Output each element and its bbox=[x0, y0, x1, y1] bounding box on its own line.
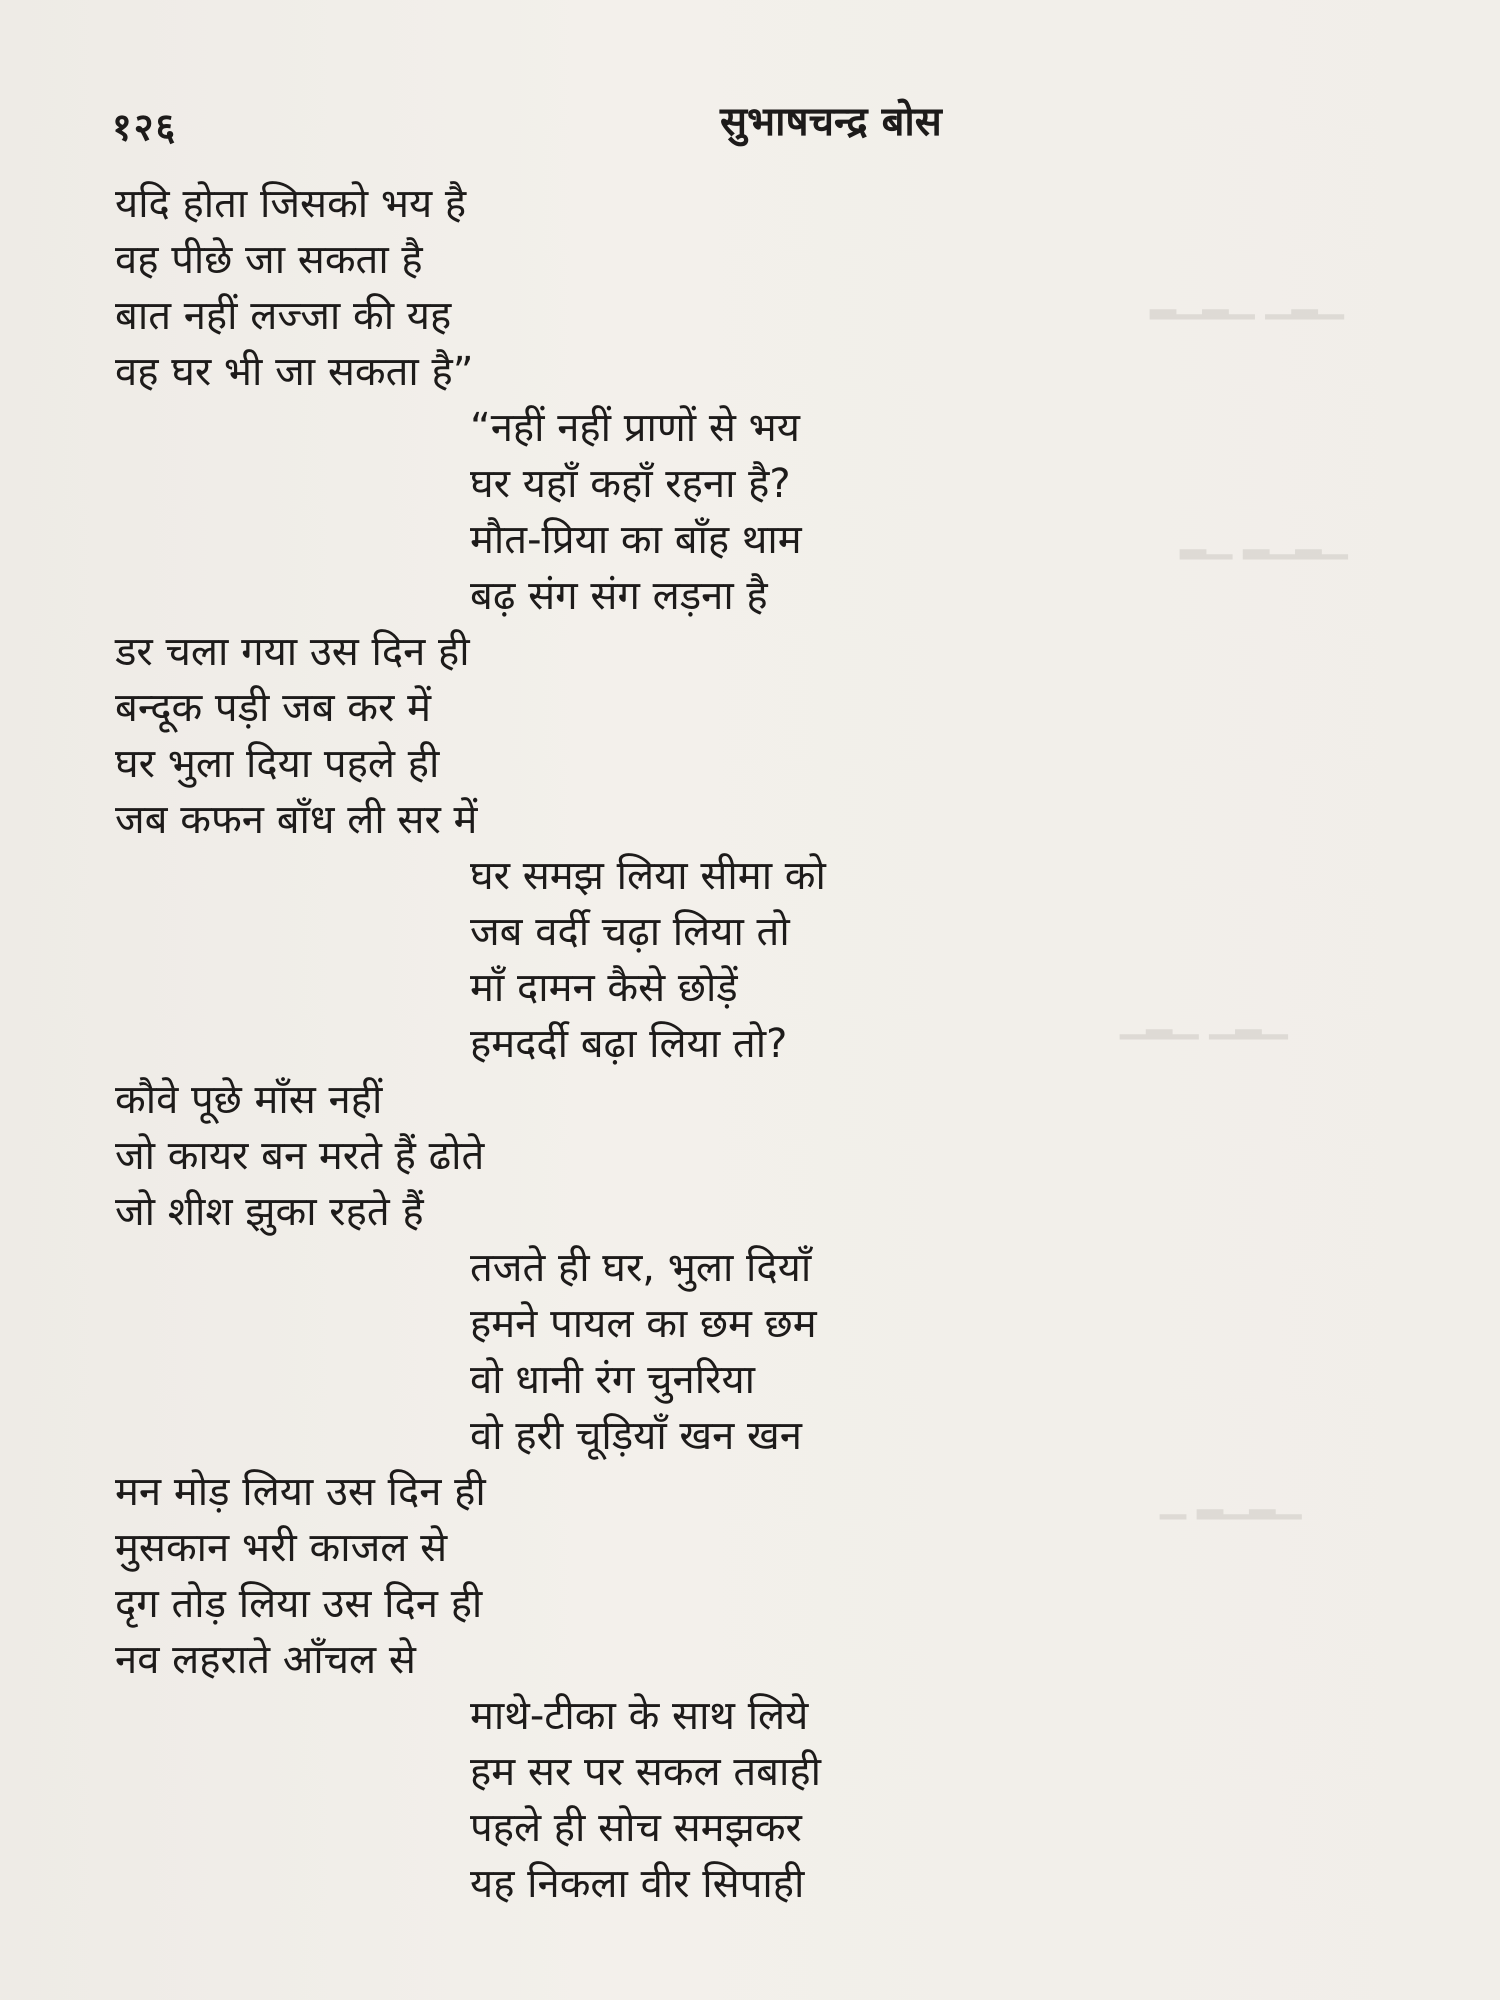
stanza bbox=[0, 176, 1500, 400]
show-through-mark: ▁▂▁▂ ▁ bbox=[1160, 1480, 1302, 1520]
stanza bbox=[0, 400, 1500, 624]
poem-line: हमने पायल का छम छम bbox=[470, 1301, 817, 1347]
poem-line: डर चला गया उस दिन ही bbox=[115, 629, 470, 675]
stanza bbox=[0, 1688, 1500, 1912]
poem-line: वो धानी रंग चुनरिया bbox=[470, 1357, 756, 1403]
poem-line: वो हरी चूड़ियाँ खन खन bbox=[470, 1413, 802, 1459]
poem-line: हम सर पर सकल तबाही bbox=[470, 1749, 821, 1795]
poem-line: हमदर्दी बढ़ा लिया तो? bbox=[470, 1021, 788, 1067]
show-through-mark: ▁▂▁ ▁▂▁ bbox=[1120, 1000, 1288, 1040]
poem-line: पहले ही सोच समझकर bbox=[470, 1805, 802, 1851]
stanza bbox=[0, 1464, 1500, 1688]
poem-line: जब वर्दी चढ़ा लिया तो bbox=[470, 909, 790, 955]
poem-line: वह पीछे जा सकता है bbox=[115, 237, 423, 283]
stanza bbox=[0, 848, 1500, 1072]
running-title: सुभाषचन्द्र बोस bbox=[720, 99, 942, 145]
poem-line: माथे-टीका के साथ लिये bbox=[470, 1693, 809, 1739]
poem-line: “नहीं नहीं प्राणों से भय bbox=[470, 405, 800, 451]
stanza bbox=[0, 624, 1500, 848]
poem-line: मन मोड़ लिया उस दिन ही bbox=[115, 1469, 486, 1515]
poem-line: जो शीश झुका रहते हैं bbox=[115, 1189, 424, 1235]
poem-line: तजते ही घर, भुला दियाँ bbox=[470, 1245, 812, 1291]
poem-line: घर यहाँ कहाँ रहना है? bbox=[470, 461, 791, 507]
poem-line: जब कफन बाँध ली सर में bbox=[115, 797, 478, 843]
stanza bbox=[0, 1072, 1500, 1240]
show-through-mark: ▁▂▁ ▁▂▁▂ bbox=[1150, 280, 1344, 320]
poem-line: बात नहीं लज्जा की यह bbox=[115, 293, 452, 339]
poem-line: जो कायर बन मरते हैं ढोते bbox=[115, 1133, 485, 1179]
poem-line: कौवे पूछे माँस नहीं bbox=[115, 1077, 383, 1123]
poem-line: माँ दामन कैसे छोड़ें bbox=[470, 965, 738, 1011]
poem-line: बढ़ संग संग लड़ना है bbox=[470, 573, 768, 619]
poem-line: मौत-प्रिया का बाँह थाम bbox=[470, 517, 802, 563]
page-number: १२६ bbox=[112, 105, 178, 149]
page-header bbox=[0, 92, 1500, 152]
poem-line: घर समझ लिया सीमा को bbox=[470, 853, 826, 899]
show-through-mark: ▁▂▁▂ ▁▂ bbox=[1180, 520, 1348, 560]
poem-line: यदि होता जिसको भय है bbox=[115, 181, 467, 227]
poem-line: यह निकला वीर सिपाही bbox=[470, 1861, 805, 1907]
poem-line: नव लहराते आँचल से bbox=[115, 1637, 416, 1683]
poem-line: बन्दूक पड़ी जब कर में bbox=[115, 685, 432, 731]
poem-line: दृग तोड़ लिया उस दिन ही bbox=[115, 1581, 483, 1627]
poem-line: घर भुला दिया पहले ही bbox=[115, 741, 440, 787]
stanza bbox=[0, 1240, 1500, 1464]
poem-line: वह घर भी जा सकता है” bbox=[115, 349, 474, 395]
poem-line: मुसकान भरी काजल से bbox=[115, 1525, 448, 1571]
poem-body bbox=[0, 176, 1500, 1912]
